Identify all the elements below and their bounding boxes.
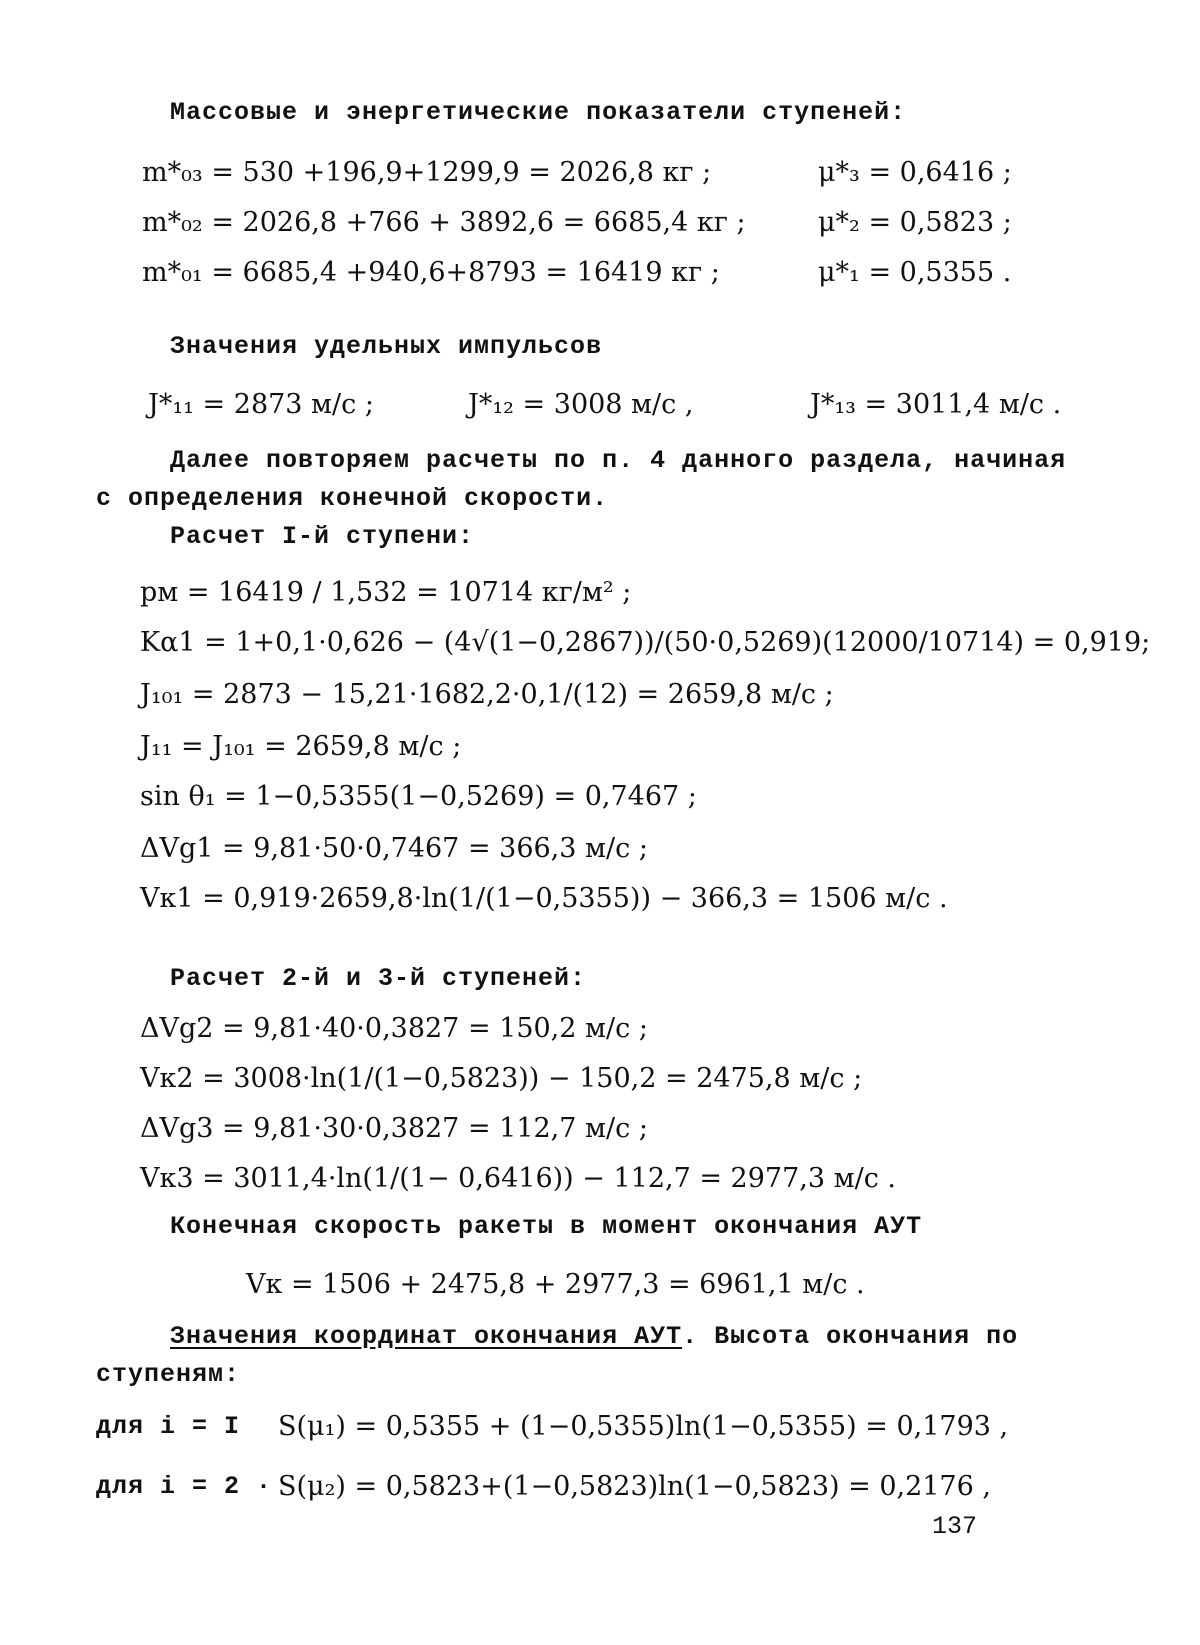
mu-2: μ*₂ = 0,5823 ; — [818, 207, 1012, 238]
heading-mass: Массовые и энергетические показатели ступеней: — [170, 98, 907, 127]
height-line-2-prefix: для i = 2 · — [96, 1472, 273, 1501]
stage23-line-delta-vg3: ΔVg3 = 9,81·30·0,3827 = 112,7 м/с ; — [140, 1113, 648, 1144]
impulse-2: J*₁₂ = 3008 м/с , — [468, 389, 694, 420]
stage23-line-vk2: Vк2 = 3008·ln(1/(1−0,5823)) − 150,2 = 2475,8 м/с ; — [140, 1063, 863, 1094]
stage1-line-j101: J₁₀₁ = 2873 − 15,21·1682,2·0,1/(12) = 2659,8 м/с ; — [140, 679, 834, 710]
stage1-line-j11: J₁₁ = J₁₀₁ = 2659,8 м/с ; — [140, 731, 462, 762]
final-speed-equation: Vк = 1506 + 2475,8 + 2977,3 = 6961,1 м/с . — [246, 1269, 865, 1300]
stage1-line-pressure: pм = 16419 / 1,532 = 10714 кг/м² ; — [140, 577, 632, 608]
impulse-3: J*₁₃ = 3011,4 м/с . — [810, 389, 1062, 420]
heading-stage-2-3: Расчет 2-й и 3-й ступеней: — [170, 964, 587, 993]
stage1-line-sin-theta: sin θ₁ = 1−0,5355(1−0,5269) = 0,7467 ; — [140, 781, 697, 812]
height-line-1-prefix: для i = I — [96, 1412, 241, 1441]
height-line-2-equation: S(μ₂) = 0,5823+(1−0,5823)ln(1−0,5823) = 0,2176 , — [278, 1471, 991, 1502]
stage1-line-k-alpha: Kα1 = 1+0,1·0,626 − (4√(1−0,2867))/(50·0,5269)(12000/10714) = 0,919; — [140, 627, 1151, 658]
stage23-line-vk3: Vк3 = 3011,4·ln(1/(1− 0,6416)) − 112,7 = 2977,3 м/с . — [140, 1163, 896, 1194]
mass-line-1: m*₀₁ = 6685,4 +940,6+8793 = 16419 кг ; — [142, 257, 720, 288]
mass-line-2: m*₀₂ = 2026,8 +766 + 3892,6 = 6685,4 кг ; — [142, 207, 746, 238]
stage1-line-delta-vg1: ΔVg1 = 9,81·50·0,7467 = 366,3 м/с ; — [140, 833, 648, 864]
coords-underlined-heading: Значения координат окончания АУТ — [170, 1322, 683, 1351]
heading-impulse: Значения удельных импульсов — [170, 332, 603, 361]
height-line-1-equation: S(μ₁) = 0,5355 + (1−0,5355)ln(1−0,5355) = 0,1793 , — [278, 1411, 1009, 1442]
impulse-1: J*₁₁ = 2873 м/с ; — [148, 389, 374, 420]
stage23-line-delta-vg2: ΔVg2 = 9,81·40·0,3827 = 150,2 м/с ; — [140, 1013, 648, 1044]
mu-3: μ*₃ = 0,6416 ; — [818, 157, 1012, 188]
final-speed-text: Конечная скорость ракеты в момент окончания АУТ — [170, 1212, 923, 1241]
coords-paragraph-line-2: ступеням: — [96, 1360, 241, 1389]
mass-line-3: m*₀₃ = 530 +196,9+1299,9 = 2026,8 кг ; — [142, 157, 712, 188]
coords-rest: . Высота окончания по — [682, 1322, 1019, 1351]
page-number: 137 — [932, 1512, 978, 1541]
paragraph-repeat-line-2: с определения конечной скорости. — [96, 484, 609, 513]
paragraph-repeat-line-1: Далее повторяем расчеты по п. 4 данного раздела, начиная — [170, 446, 1067, 475]
mu-1: μ*₁ = 0,5355 . — [818, 257, 1012, 288]
heading-stage-1: Расчет I-й ступени: — [170, 522, 475, 551]
coords-paragraph — [170, 1320, 1018, 1354]
stage1-line-vk1: Vк1 = 0,919·2659,8·ln(1/(1−0,5355)) − 366,3 = 1506 м/с . — [140, 883, 948, 914]
